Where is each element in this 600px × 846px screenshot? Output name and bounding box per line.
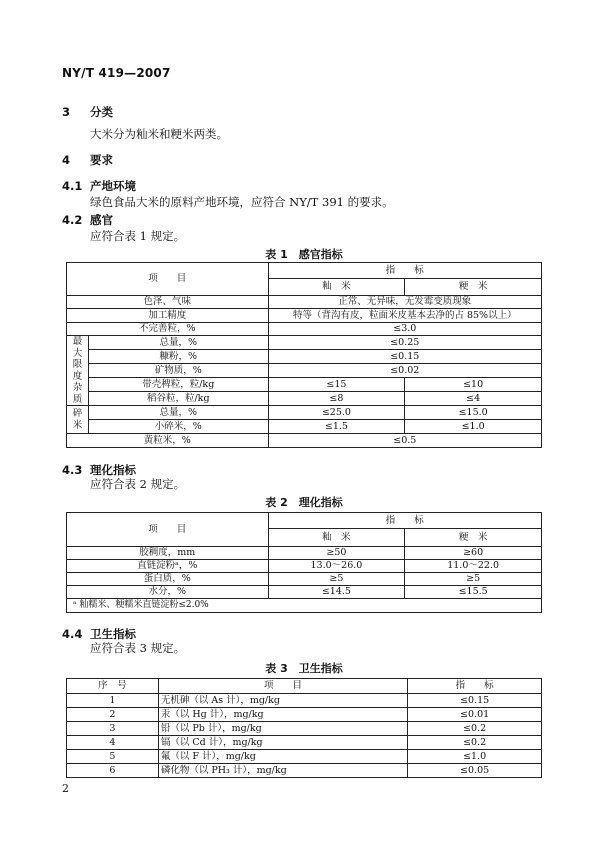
row-number: 3 — [67, 722, 159, 736]
table-row — [67, 764, 542, 778]
row-value: ≤1.0 — [408, 750, 542, 764]
row-value: ≤0.05 — [408, 764, 542, 778]
table-row — [67, 694, 542, 708]
row-value: ≤0.15 — [268, 350, 541, 364]
geng-value: ≤15.5 — [405, 586, 542, 599]
row-label: 糠粉，% — [88, 350, 268, 364]
xian-value: 13.0～26.0 — [268, 560, 405, 573]
section-title: 分类 — [90, 105, 113, 119]
row-label: 色泽、气味 — [67, 296, 269, 309]
row-label: 铅（以 Pb 计），mg/kg — [158, 722, 407, 736]
row-label: 无机砷（以 As 计），mg/kg — [158, 694, 407, 708]
xian-value: ≥5 — [268, 573, 405, 586]
row-value: ≤0.15 — [408, 694, 542, 708]
row-value: 特等（背沟有皮，粒面米皮基本去净的占 85%以上） — [268, 309, 541, 323]
row-label: 小碎米，% — [88, 420, 268, 434]
section-4-1-text: 绿色食品大米的原料产地环境，应符合 NY/T 391 的要求。 — [90, 195, 394, 209]
row-number: 6 — [67, 764, 159, 778]
table-row — [67, 309, 542, 323]
table-row — [67, 573, 542, 586]
section-4-heading — [62, 152, 113, 168]
table-row — [67, 296, 542, 309]
vertical-label: 碎 米 — [72, 408, 83, 431]
geng-value: ≥60 — [405, 547, 542, 560]
row-label: 矿物质，% — [88, 364, 268, 378]
row-value: ≤0.2 — [408, 736, 542, 750]
row-number: 4 — [67, 736, 159, 750]
table-row — [67, 708, 542, 722]
item-header: 项 目 — [158, 679, 407, 694]
table-row — [67, 722, 542, 736]
row-value: 正常、无异味，无发霉变质现象 — [268, 296, 541, 309]
row-label: 总量，% — [88, 336, 268, 350]
geng-value: ≤10 — [405, 378, 542, 392]
row-label: 镉（以 Cd 计），mg/kg — [158, 736, 407, 750]
sensory-table — [66, 262, 542, 448]
section-title: 卫生指标 — [90, 627, 136, 641]
row-value: ≤0.5 — [268, 434, 541, 448]
hygiene-table — [66, 678, 542, 778]
table-row — [67, 392, 542, 406]
table-footnote-row — [67, 599, 542, 613]
table-row — [67, 336, 542, 350]
section-number: 4.1 — [62, 179, 83, 193]
section-number: 4.3 — [62, 463, 83, 477]
row-label: 汞（以 Hg 计），mg/kg — [158, 708, 407, 722]
section-number: 4 — [62, 153, 71, 167]
geng-value: ≤1.0 — [405, 420, 542, 434]
xian-value: ≤25.0 — [268, 406, 405, 420]
table-header-row — [67, 679, 542, 694]
row-value: ≤0.02 — [268, 364, 541, 378]
xian-value: ≤15 — [268, 378, 405, 392]
geng-rice-header: 粳 米 — [405, 529, 542, 547]
table-row — [67, 750, 542, 764]
table-1-caption: 表 1 感官指标 — [265, 248, 343, 261]
xian-value: ≥50 — [268, 547, 405, 560]
table-row — [67, 364, 542, 378]
section-4-4-text: 应符合表 3 规定。 — [90, 641, 186, 655]
physicochemical-table — [66, 512, 542, 613]
row-label: 稻谷粒，粒/kg — [88, 392, 268, 406]
section-number: 4.4 — [62, 627, 83, 641]
section-4-2-text: 应符合表 1 规定。 — [90, 229, 186, 243]
row-number: 1 — [67, 694, 159, 708]
row-label: 磷化物（以 PH₃ 计），mg/kg — [158, 764, 407, 778]
table-row — [67, 586, 542, 599]
index-header: 指 标 — [268, 263, 541, 279]
section-4-3-text: 应符合表 2 规定。 — [90, 477, 186, 491]
row-label: 黄粒米，% — [67, 434, 269, 448]
section-3-text: 大米分为籼米和粳米两类。 — [90, 127, 228, 141]
section-4-1-heading — [62, 178, 136, 194]
index-header: 指 标 — [268, 513, 541, 529]
table-row — [67, 378, 542, 392]
table-header-row — [67, 263, 542, 279]
row-label: 氟（以 F 计），mg/kg — [158, 750, 407, 764]
section-title: 感官 — [90, 213, 113, 227]
table-row — [67, 323, 542, 336]
row-value: ≤0.25 — [268, 336, 541, 350]
row-label: 总量，% — [88, 406, 268, 420]
broken-group-label — [67, 406, 89, 434]
row-value: ≤0.01 — [408, 708, 542, 722]
table-row — [67, 434, 542, 448]
geng-rice-header: 粳 米 — [405, 279, 542, 296]
section-number: 3 — [62, 105, 71, 119]
row-label: 不完善粒，% — [67, 323, 269, 336]
row-number: 5 — [67, 750, 159, 764]
row-label: 胶稠度，mm — [67, 547, 269, 560]
row-label: 水分，% — [67, 586, 269, 599]
xian-rice-header: 籼 米 — [268, 529, 405, 547]
table-row — [67, 736, 542, 750]
section-title: 要求 — [90, 153, 113, 167]
section-number: 4.2 — [62, 213, 83, 227]
index-header: 指 标 — [408, 679, 542, 694]
page-number: 2 — [62, 782, 69, 795]
xian-value: ≤14.5 — [268, 586, 405, 599]
section-title: 理化指标 — [90, 463, 136, 477]
geng-value: ≤15.0 — [405, 406, 542, 420]
table-row — [67, 406, 542, 420]
geng-value: ≤4 — [405, 392, 542, 406]
table-footnote: ᵃ 籼糯米、粳糯米直链淀粉≤2.0% — [67, 599, 542, 613]
row-label: 蛋白质，% — [67, 573, 269, 586]
xian-value: ≤1.5 — [268, 420, 405, 434]
item-header: 项 目 — [67, 263, 269, 296]
xian-value: ≤8 — [268, 392, 405, 406]
geng-value: ≥5 — [405, 573, 542, 586]
table-row — [67, 560, 542, 573]
no-header: 序 号 — [67, 679, 159, 694]
section-3-heading — [62, 104, 113, 120]
geng-value: 11.0～22.0 — [405, 560, 542, 573]
table-row — [67, 547, 542, 560]
xian-rice-header: 籼 米 — [268, 279, 405, 296]
table-3-caption: 表 3 卫生指标 — [265, 662, 343, 675]
section-title: 产地环境 — [90, 179, 136, 193]
row-label: 带壳稗粒，粒/kg — [88, 378, 268, 392]
table-row — [67, 420, 542, 434]
table-row — [67, 350, 542, 364]
row-number: 2 — [67, 708, 159, 722]
item-header: 项 目 — [67, 513, 269, 547]
table-2-caption: 表 2 理化指标 — [265, 496, 343, 509]
row-value: ≤0.2 — [408, 722, 542, 736]
impurity-group-label — [67, 336, 89, 406]
row-label: 加工精度 — [67, 309, 269, 323]
section-4-2-heading — [62, 212, 113, 228]
row-label: 直链淀粉ᵃ，% — [67, 560, 269, 573]
row-value: ≤3.0 — [268, 323, 541, 336]
table-header-row — [67, 513, 542, 529]
document-header: NY/T 419—2007 — [62, 66, 171, 80]
vertical-label: 最 大 限 度 杂 质 — [72, 336, 83, 405]
